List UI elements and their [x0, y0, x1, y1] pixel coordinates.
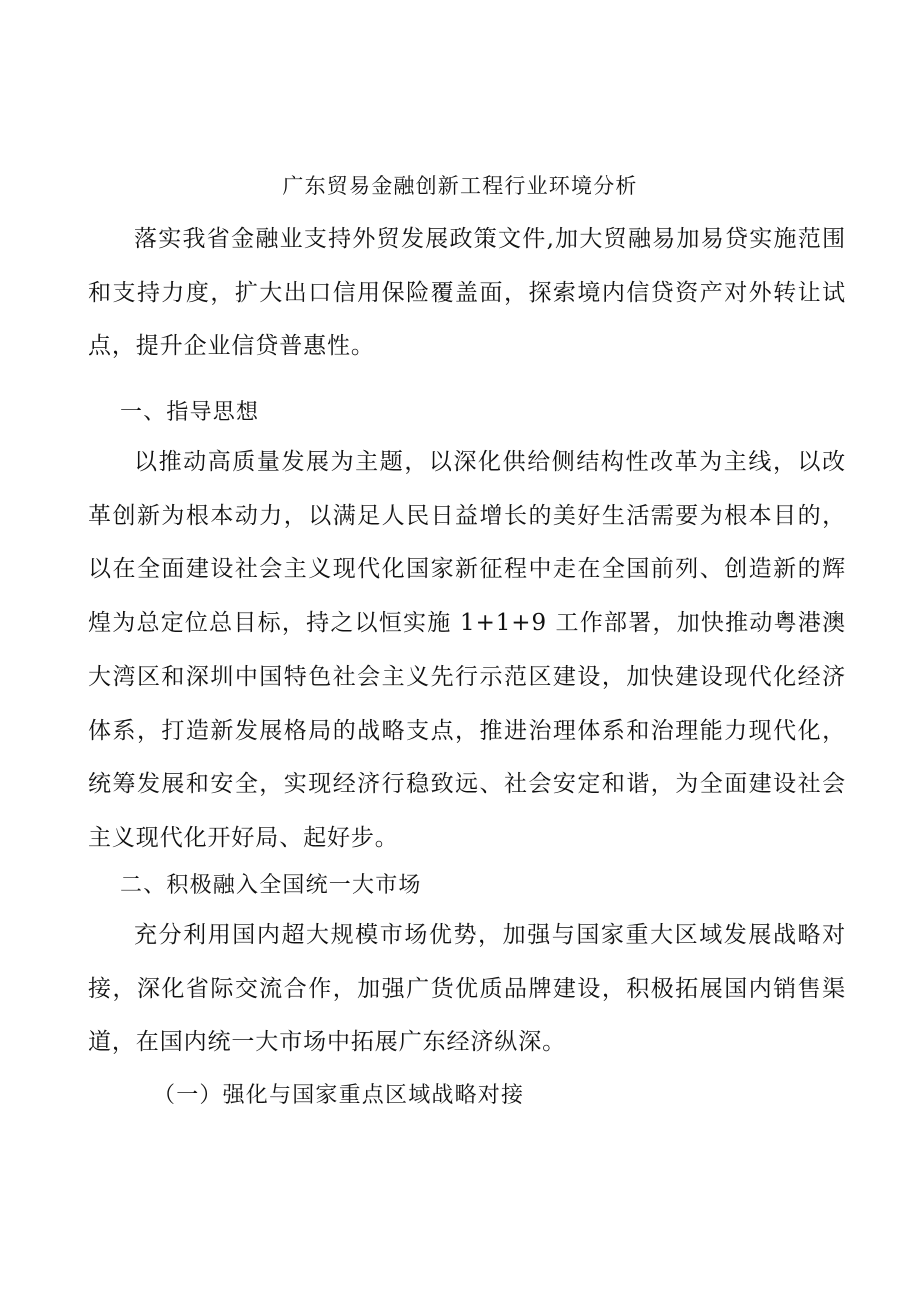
- section-heading-national-market: 二、积极融入全国统一大市场: [120, 873, 422, 898]
- guiding-ideology-paragraph: 以推动高质量发展为主题，以深化供给侧结构性改革为主线，以改革创新为根本动力，以满足人民日益增长的美好生活需要为根本目的，以在全面建设社会主义现代化国家新征程中走在全国前列、创造新的辉煌为总定位总目标，持之以恒实施 1+1+9 工作部署，加快推动粤港澳大湾区和深圳中国特色社会主义先行示范区建设，加快建设现代化经济体系，打造新发展格局的战略支点，推进治理体系和治理能力现代化，统筹发展和安全，实现经济行稳致远、社会安定和谐，为全面建设社会主义现代化开好局、起好步。: [88, 449, 846, 851]
- national-market-paragraph: 充分利用国内超大规模市场优势，加强与国家重大区域发展战略对接，深化省际交流合作，加强广货优质品牌建设，积极拓展国内销售渠道，在国内统一大市场中拓展广东经济纵深。: [88, 922, 846, 1056]
- subsection-heading-regional-strategy: （一）强化与国家重点区域战略对接: [153, 1083, 525, 1108]
- document-title: 广东贸易金融创新工程行业环境分析: [282, 174, 638, 198]
- section-heading-guiding-ideology: 一、指导思想: [120, 400, 260, 425]
- intro-paragraph: 落实我省金融业支持外贸发展政策文件,加大贸融易加易贷实施范围和支持力度，扩大出口信用保险覆盖面，探索境内信贷资产对外转让试点，提升企业信贷普惠性。: [88, 226, 846, 360]
